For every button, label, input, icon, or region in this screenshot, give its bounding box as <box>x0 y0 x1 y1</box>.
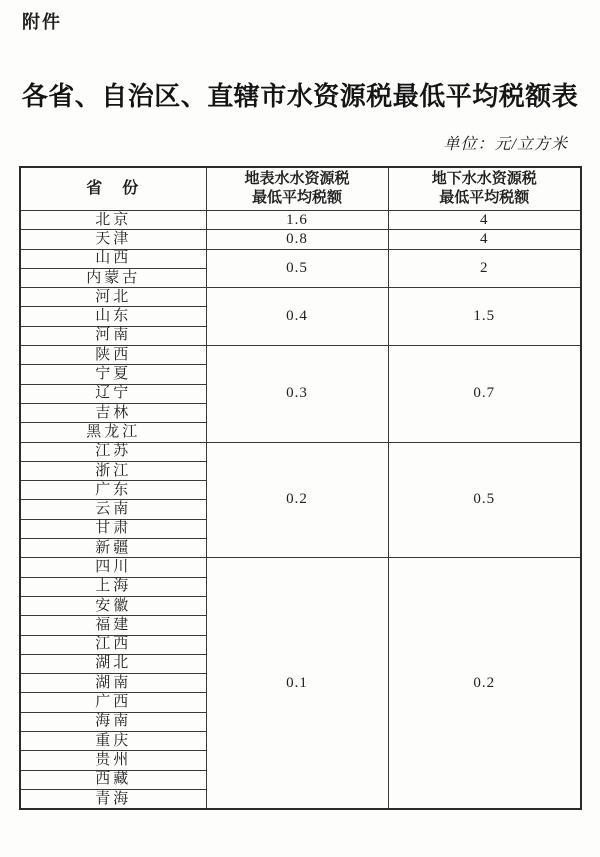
province-cell: 内蒙古 <box>20 268 206 287</box>
table-row <box>20 230 581 249</box>
province-cell: 北京 <box>20 211 206 230</box>
ground-water-value-cell: 0.5 <box>388 442 581 558</box>
province-cell: 云南 <box>20 500 206 519</box>
surface-water-value-cell: 0.2 <box>206 442 388 558</box>
province-cell: 海南 <box>20 712 206 731</box>
ground-water-value-cell: 1.5 <box>388 288 581 346</box>
province-cell: 贵州 <box>20 751 206 770</box>
header-surface-water <box>206 167 388 211</box>
province-cell: 四川 <box>20 558 206 577</box>
province-cell: 广东 <box>20 481 206 500</box>
province-cell: 浙江 <box>20 461 206 480</box>
province-cell: 福建 <box>20 616 206 635</box>
province-cell: 新疆 <box>20 539 206 558</box>
table-row <box>20 249 581 268</box>
province-cell: 辽宁 <box>20 384 206 403</box>
province-cell: 西藏 <box>20 770 206 789</box>
table-row <box>20 442 581 461</box>
province-cell: 江西 <box>20 635 206 654</box>
ground-water-value-cell: 0.7 <box>388 346 581 442</box>
province-cell: 河南 <box>20 326 206 345</box>
header-ground-water-line1: 地下水水资源税 <box>431 170 537 188</box>
province-cell: 吉林 <box>20 403 206 422</box>
surface-water-value-cell: 0.5 <box>206 249 388 288</box>
header-province: 省 份 <box>20 167 206 211</box>
province-cell: 宁夏 <box>20 365 206 384</box>
header-surface-water-line1: 地表水水资源税 <box>244 170 350 188</box>
province-cell: 天津 <box>20 230 206 249</box>
ground-water-value-cell: 4 <box>388 230 581 249</box>
table-header-row <box>20 167 581 211</box>
province-cell: 湖南 <box>20 674 206 693</box>
table-row <box>20 558 581 577</box>
surface-water-value-cell: 0.1 <box>206 558 388 809</box>
table-row <box>20 346 581 365</box>
ground-water-value-cell: 4 <box>388 211 581 230</box>
surface-water-value-cell: 0.8 <box>206 230 388 249</box>
province-cell: 黑龙江 <box>20 423 206 442</box>
province-cell: 上海 <box>20 577 206 596</box>
province-cell: 青海 <box>20 789 206 809</box>
surface-water-value-cell: 0.4 <box>206 288 388 346</box>
province-cell: 河北 <box>20 288 206 307</box>
ground-water-value-cell: 2 <box>388 249 581 288</box>
province-cell: 安徽 <box>20 596 206 615</box>
surface-water-value-cell: 0.3 <box>206 346 388 442</box>
province-cell: 江苏 <box>20 442 206 461</box>
ground-water-value-cell: 0.2 <box>388 558 581 809</box>
province-cell: 湖北 <box>20 654 206 673</box>
unit-note: 单位：元/立方米 <box>443 136 568 153</box>
attachment-label: 附件 <box>22 12 62 32</box>
province-cell: 甘肃 <box>20 519 206 538</box>
page-title: 各省、自治区、直辖市水资源税最低平均税额表 <box>21 81 579 111</box>
table-row <box>20 211 581 230</box>
province-cell: 重庆 <box>20 732 206 751</box>
tax-rate-table <box>19 166 582 810</box>
header-ground-water-line2: 最低平均税额 <box>439 189 530 206</box>
header-surface-water-line2: 最低平均税额 <box>251 189 342 206</box>
surface-water-value-cell: 1.6 <box>206 211 388 230</box>
province-cell: 山东 <box>20 307 206 326</box>
header-ground-water <box>388 167 581 211</box>
table-row <box>20 288 581 307</box>
province-cell: 广西 <box>20 693 206 712</box>
province-cell: 陕西 <box>20 346 206 365</box>
province-cell: 山西 <box>20 249 206 268</box>
